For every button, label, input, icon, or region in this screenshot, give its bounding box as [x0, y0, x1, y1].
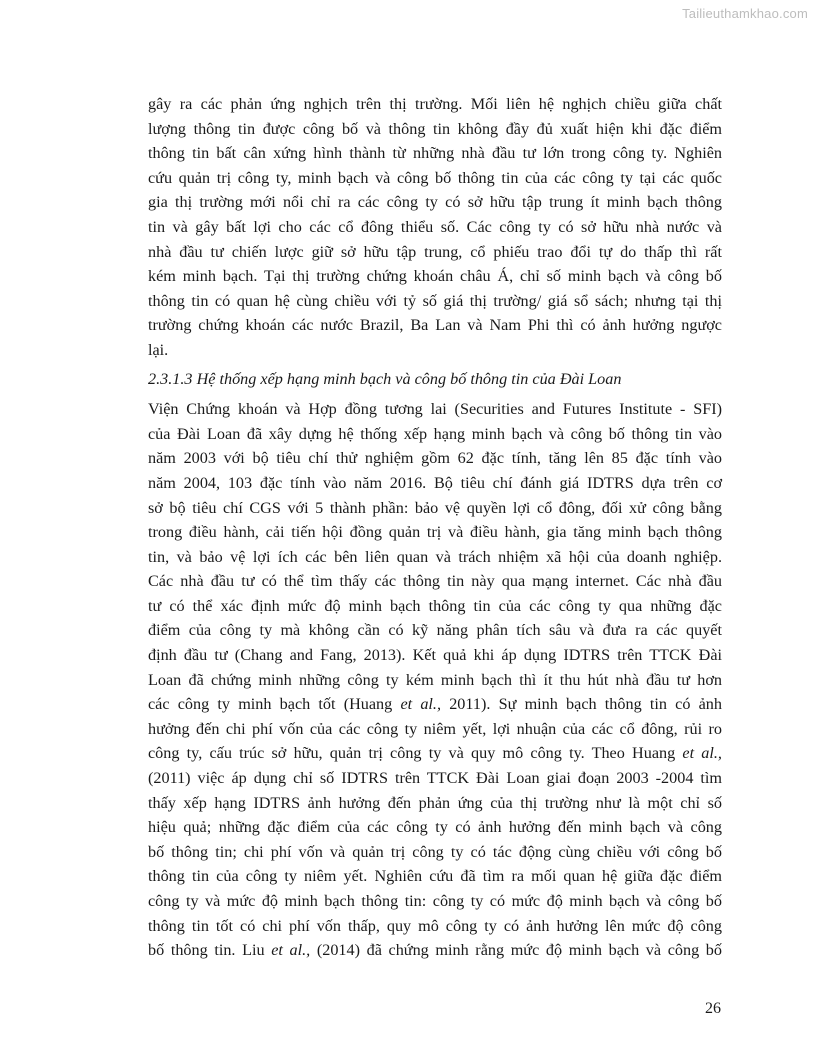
- text-line: (2011) việc áp dụng chỉ số IDTRS trên TTCK Đài Loan giai đoạn 2003 -2004 tìm: [148, 769, 722, 788]
- paragraph-2: [148, 397, 722, 963]
- citation-etal: et al.,: [271, 941, 311, 960]
- text-segment: công ty, cấu trúc sở hữu, quản trị công ty và quy mô công ty. Theo Huang: [148, 744, 683, 763]
- text-line: bố thông tin; chi phí vốn và quản trị công ty có tác động cùng chiều với công bố: [148, 842, 722, 861]
- text-line: gây ra các phản ứng nghịch trên thị trường. Mối liên hệ nghịch chiều giữa chất: [148, 95, 722, 113]
- text-segment: 2011). Sự minh bạch thông tin có ảnh: [441, 695, 722, 714]
- page-number: 26: [705, 1000, 721, 1017]
- text-line: cứu quản trị công ty, minh bạch và công bố thông tin của các công ty tại các quốc: [148, 168, 722, 187]
- text-line: [148, 692, 722, 717]
- text-line: năm 2004, 103 đặc tính vào năm 2016. Bộ tiêu chí đánh giá IDTRS dựa trên cơ: [148, 473, 722, 492]
- section-heading: 2.3.1.3 Hệ thống xếp hạng minh bạch và công bố thông tin của Đài Loan: [148, 369, 622, 388]
- text-line: tư có thể xác định mức độ minh bạch thông tin của các công ty qua những đặc: [148, 596, 722, 615]
- text-line: của Đài Loan đã xây dựng hệ thống xếp hạng minh bạch và công bố thông tin vào: [148, 424, 722, 443]
- watermark: Tailieuthamkhao.com: [682, 6, 808, 21]
- text-line: [148, 938, 722, 963]
- text-line: nhà đầu tư chiến lược giữ sở hữu tập trung, cổ phiếu trao đổi tự do thấp thì rất: [148, 242, 722, 261]
- text-line: lượng thông tin được công bố và thông tin không đầy đủ xuất hiện khi đặc điểm: [148, 119, 722, 138]
- text-segment: (2014) đã chứng minh rằng mức độ minh bạch và công bố: [310, 941, 722, 960]
- text-line: định đầu tư (Chang and Fang, 2013). Kết quả khi áp dụng IDTRS trên TTCK Đài: [148, 646, 722, 665]
- text-line: tin, và bảo vệ lợi ích các bên liên quan và trách nhiệm xã hội của doanh nghiệp.: [148, 547, 722, 566]
- text-line: [148, 741, 722, 766]
- text-line: hưởng đến chi phí vốn của các công ty niêm yết, lợi nhuận của các cổ đông, rủi ro: [148, 719, 722, 738]
- text-segment: bố thông tin. Liu: [148, 941, 272, 960]
- text-segment: các công ty minh bạch tốt (Huang: [148, 695, 401, 714]
- text-line: điểm của công ty mà không cần có kỹ năng phân tích sâu và đưa ra các quyết: [148, 621, 722, 640]
- text-line: lại.: [148, 340, 169, 359]
- text-line: trường chứng khoán các nước Brazil, Ba Lan và Nam Phi thì có ảnh hưởng ngược: [148, 316, 722, 335]
- text-line: thông tin có quan hệ cùng chiều với tỷ số giá thị trường/ giá sổ sách; nhưng tại thị: [148, 291, 722, 310]
- paragraph-1: [148, 92, 722, 363]
- text-line: Viện Chứng khoán và Hợp đồng tương lai (Securities and Futures Institute - SFI): [148, 400, 722, 419]
- text-line: kém minh bạch. Tại thị trường chứng khoán châu Á, chỉ số minh bạch và công bố: [148, 267, 722, 286]
- text-line: trong điều hành, cải tiến hội đồng quản trị và điều hành, gia tăng minh bạch thông: [148, 523, 722, 542]
- text-line: năm 2003 với bộ tiêu chí thử nghiệm gồm 62 đặc tính, tăng lên 85 đặc tính vào: [148, 449, 722, 468]
- text-line: công ty và mức độ minh bạch thông tin: công ty có mức độ minh bạch và công bố: [148, 892, 722, 910]
- citation-etal: et al.,: [400, 695, 441, 714]
- text-line: Loan đã chứng minh những công ty kém minh bạch thì ít thu hút nhà đầu tư hơn: [148, 670, 722, 689]
- citation-etal: et al.,: [682, 744, 722, 763]
- text-line: Các nhà đầu tư có thể tìm thấy các thông tin này qua mạng internet. Các nhà đầu: [148, 572, 722, 591]
- document-body: [148, 92, 722, 963]
- text-line: tin và gây bất lợi cho các cổ đông thiểu số. Các công ty có sở hữu nhà nước và: [148, 217, 722, 236]
- text-line: thấy xếp hạng IDTRS ảnh hưởng đến phản ứng của thị trường như là một chỉ số: [148, 793, 722, 812]
- text-line: hiệu quả; những đặc điểm của các công ty có ảnh hưởng đến minh bạch và công: [148, 818, 722, 837]
- text-line: thông tin bất cân xứng hình thành từ những nhà đầu tư lớn trong công ty. Nghiên: [148, 144, 722, 163]
- text-line: sở bộ tiêu chí CGS với 5 thành phần: bảo vệ quyền lợi cổ đông, đối xử công bằng: [148, 498, 722, 517]
- text-line: gia thị trường mới nổi chỉ ra các công ty có sở hữu tập trung ít minh bạch thông: [148, 193, 722, 212]
- text-line: thông tin tốt có chi phí vốn thấp, quy mô công ty có ảnh hưởng lên mức độ công: [148, 916, 722, 935]
- text-line: thông tin của công ty niêm yết. Nghiên cứu đã tìm ra mối quan hệ giữa đặc điểm: [148, 867, 722, 886]
